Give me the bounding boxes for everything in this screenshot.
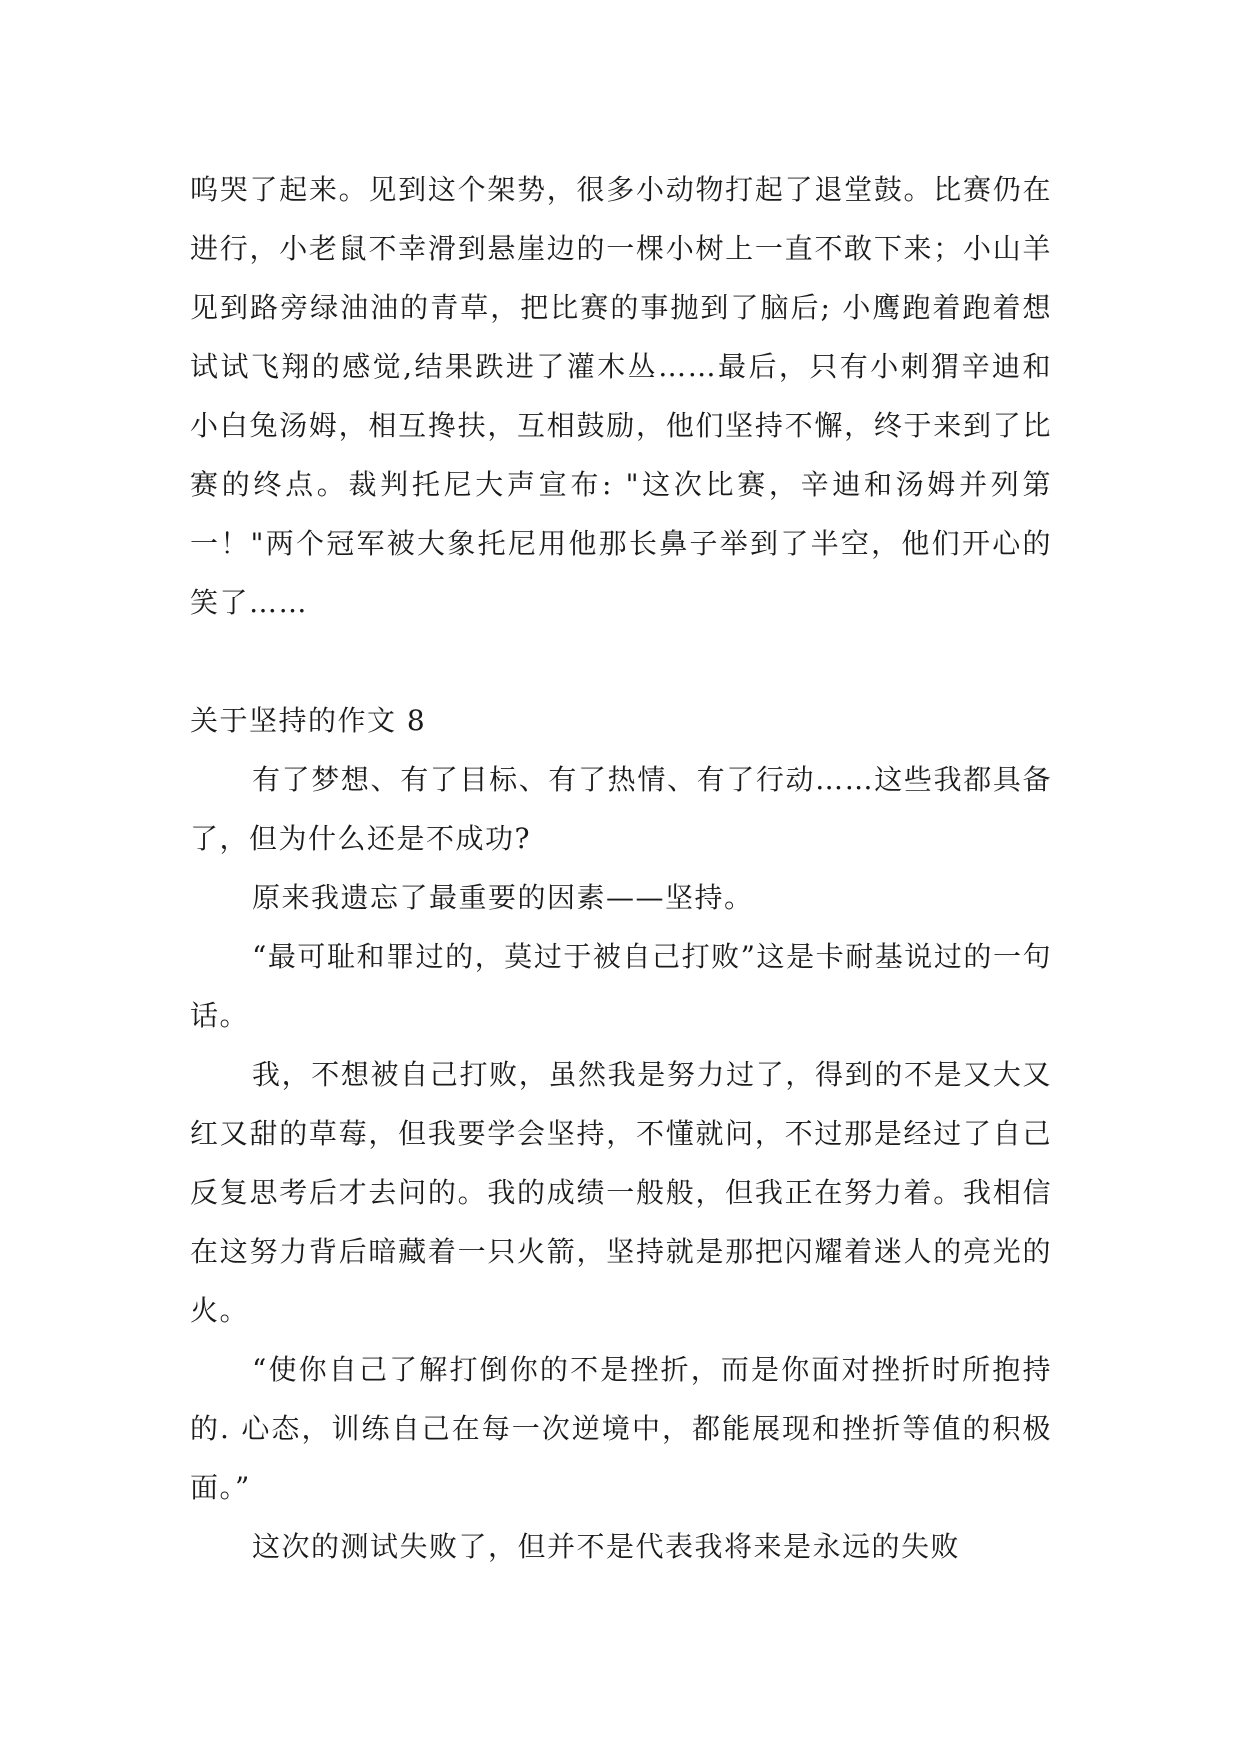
document-body bbox=[190, 160, 1052, 1576]
continued-paragraph: 呜哭了起来。见到这个架势，很多小动物打起了退堂鼓。比赛仍在进行，小老鼠不幸滑到悬崖边的一棵小树上一直不敢下来；小山羊见到路旁绿油油的青草，把比赛的事抛到了脑后; 小鹰跑着跑着想试试飞翔的感觉,结果跌进了灌木丛……最后，只有小刺猬辛迪和小白兔汤姆，相互搀扶，互相鼓励，他们坚持不懈，终于来到了比赛的终点。裁判托尼大声宣布: "这次比赛，辛迪和汤姆并列第一！"两个冠军被大象托尼用他那长鼻子举到了半空，他们开心的笑了…… bbox=[190, 173, 1052, 619]
paragraph-2: 原来我遗忘了最重要的因素——坚持。 bbox=[252, 881, 754, 914]
paragraph-6: 这次的测试失败了，但并不是代表我将来是永远的失败 bbox=[252, 1530, 961, 1563]
paragraph-4: 我，不想被自己打败，虽然我是努力过了，得到的不是又大又红又甜的草莓，但我要学会坚持，不懂就问，不过那是经过了自己反复思考后才去问的。我的成绩一般般，但我正在努力着。我相信在这努力背后暗藏着一只火箭，坚持就是那把闪耀着迷人的亮光的火。 bbox=[190, 1058, 1052, 1327]
paragraph-5: “使你自己了解打倒你的不是挫折，而是你面对挫折时所抱持的. 心态，训练自己在每一次逆境中，都能展现和挫折等值的积极面。” bbox=[190, 1353, 1052, 1504]
section-spacer bbox=[190, 632, 1052, 691]
paragraph-1: 有了梦想、有了目标、有了热情、有了行动……这些我都具备了，但为什么还是不成功? bbox=[190, 763, 1052, 855]
paragraph-3: “最可耻和罪过的，莫过于被自己打败”这是卡耐基说过的一句话。 bbox=[190, 940, 1052, 1032]
section-title: 关于坚持的作文 8 bbox=[190, 704, 427, 737]
